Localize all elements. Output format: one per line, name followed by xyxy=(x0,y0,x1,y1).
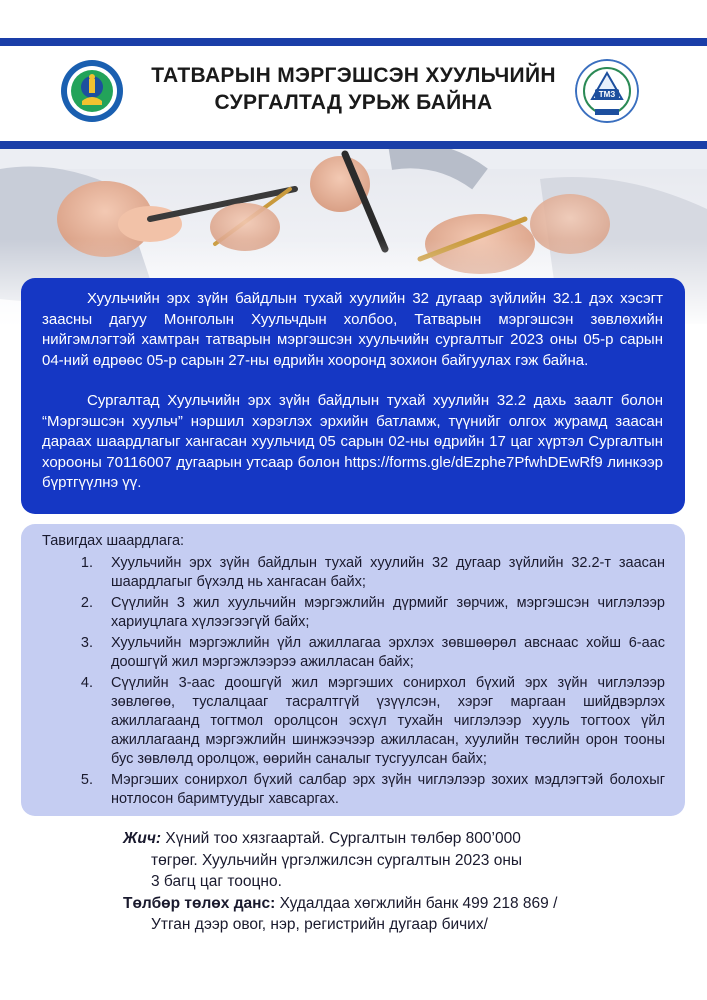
requirements-title: Тавигдах шаардлага: xyxy=(42,533,185,549)
payment-label: Төлбөр төлөх данс: xyxy=(123,894,276,912)
list-item-text: Хуульчийн мэргэжлийн үйл ажиллагаа эрхлэх зөвшөөрөл авснаас хойш 6-аас доошгүй жил мэргэжлээрээ ажилласан байх; xyxy=(111,635,665,670)
tmz-logo-text: ТМЗ xyxy=(598,90,616,99)
list-item-number: 3. xyxy=(80,635,93,651)
list-item xyxy=(42,771,665,809)
list-item-text: Сүүлийн 3 жил хуульчийн мэргэжлийн дүрмийг зөрчиж, мэргэшсэн чиглэлээр хариуцлага хүлээгээгүй байх; xyxy=(111,595,665,630)
payment-line-2: Утган дээр овог, нэр, регистрийн дугаар бичих/ xyxy=(151,916,488,933)
note-section xyxy=(123,828,575,936)
note-line-1 xyxy=(123,828,575,850)
list-item-text: Хуульчийн эрх зүйн байдлын тухай хуулийн 32 дугаар зүйлийн 32.2-т заасан шаардлагыг бүхэлд нь хангасан байх; xyxy=(111,555,665,590)
list-item xyxy=(42,634,665,672)
list-item-number: 1. xyxy=(80,555,93,571)
intro-panel xyxy=(21,278,685,514)
mongolian-bar-association-seal-icon xyxy=(60,59,124,123)
list-item-text: Мэргэших сонирхол бүхий салбар эрх зүйн чиглэлээр зохих мэдлэгтэй болохыг нотлосон баримтуудыг хавсаргах. xyxy=(111,772,665,807)
title-line-1: ТАТВАРЫН МЭРГЭШСЭН ХУУЛЬЧИЙН xyxy=(151,64,556,87)
intro-paragraph-1: Хуульчийн эрх зүйн байдлын тухай хуулийн 32 дугаар зүйлийн 32.1 дэх хэсэгт заасны дагуу Монголын Хуульчдын холбоо, Татварын мэргэшсэн зөвлөхийн нийгэмлэгтэй хамтран татварын мэргэшсэн хуульчийн сургалтыг 2023 оны 05-р сарын 04-ний өдрөөс 05-р сарын 27-ны өдрийн хооронд зохион байгуулах гэж байна. xyxy=(42,290,663,369)
tmz-seal-icon xyxy=(575,59,639,123)
note-label: Жич: xyxy=(123,830,162,847)
note-line-3: 3 багц цаг тооцно. xyxy=(151,873,282,890)
list-item-text: Сүүлийн 3-аас доошгүй жил мэргэших сонирхол бүхий эрх зүйн чиглэлээр зөвлөгөө, туслалцааг тасралтгүй үзүүлсэн, хэрэг маргаан шийдвэрлэх ажиллагаанд тогтмол оролцсон эсхүл тухайн чиглэлээр хууль тогтоох үйл ажиллагаанд мэргэжлийн шинжээчээр ажилласан, хуулийн төслийн орон тооны бус зөвлөлд оролцож, өөрийн саналыг тусгуулсан байх; xyxy=(111,675,665,767)
header-divider-bar xyxy=(0,141,707,149)
payment-text-1: Худалдаа хөгжлийн банк 499 218 869 / xyxy=(275,894,558,912)
requirements-list xyxy=(42,554,665,809)
list-item xyxy=(42,594,665,632)
title-line-2: СУРГАЛТАД УРЬЖ БАЙНА xyxy=(214,91,493,114)
requirements-panel xyxy=(21,524,685,816)
note-line-2: төгрөг. Хуульчийн үргэлжилсэн сургалтын 2023 оны xyxy=(151,851,523,869)
list-item-number: 5. xyxy=(80,772,93,788)
payment-line-1 xyxy=(123,893,575,915)
page-title xyxy=(135,62,572,116)
note-text-1: Хүний тоо хязгаартай. Сургалтын төлбөр 800’000 xyxy=(161,830,521,847)
list-item-number: 2. xyxy=(80,595,93,611)
list-item xyxy=(42,554,665,592)
list-item-number: 4. xyxy=(80,675,93,691)
list-item xyxy=(42,674,665,769)
top-accent-bar xyxy=(0,38,707,46)
intro-paragraph-2: Сургалтад Хуульчийн эрх зүйн байдлын тухай хуулийн 32.2 дахь заалт болон “Мэргэшсэн хуульч” нэршил хэрэглэх эрхийн батламж, түүнийг олгох журамд заасан дараах шаардлагыг хангасан хуульчид 05 сарын 02-ны өдрийн 17 цаг хүртэл Сургалтын хорооны 70116007 дугаарын утсаар болон https://forms.gle/dEzphe7PfwhDEwRf9 линкээр бүртгүүлнэ үү. xyxy=(42,392,663,491)
